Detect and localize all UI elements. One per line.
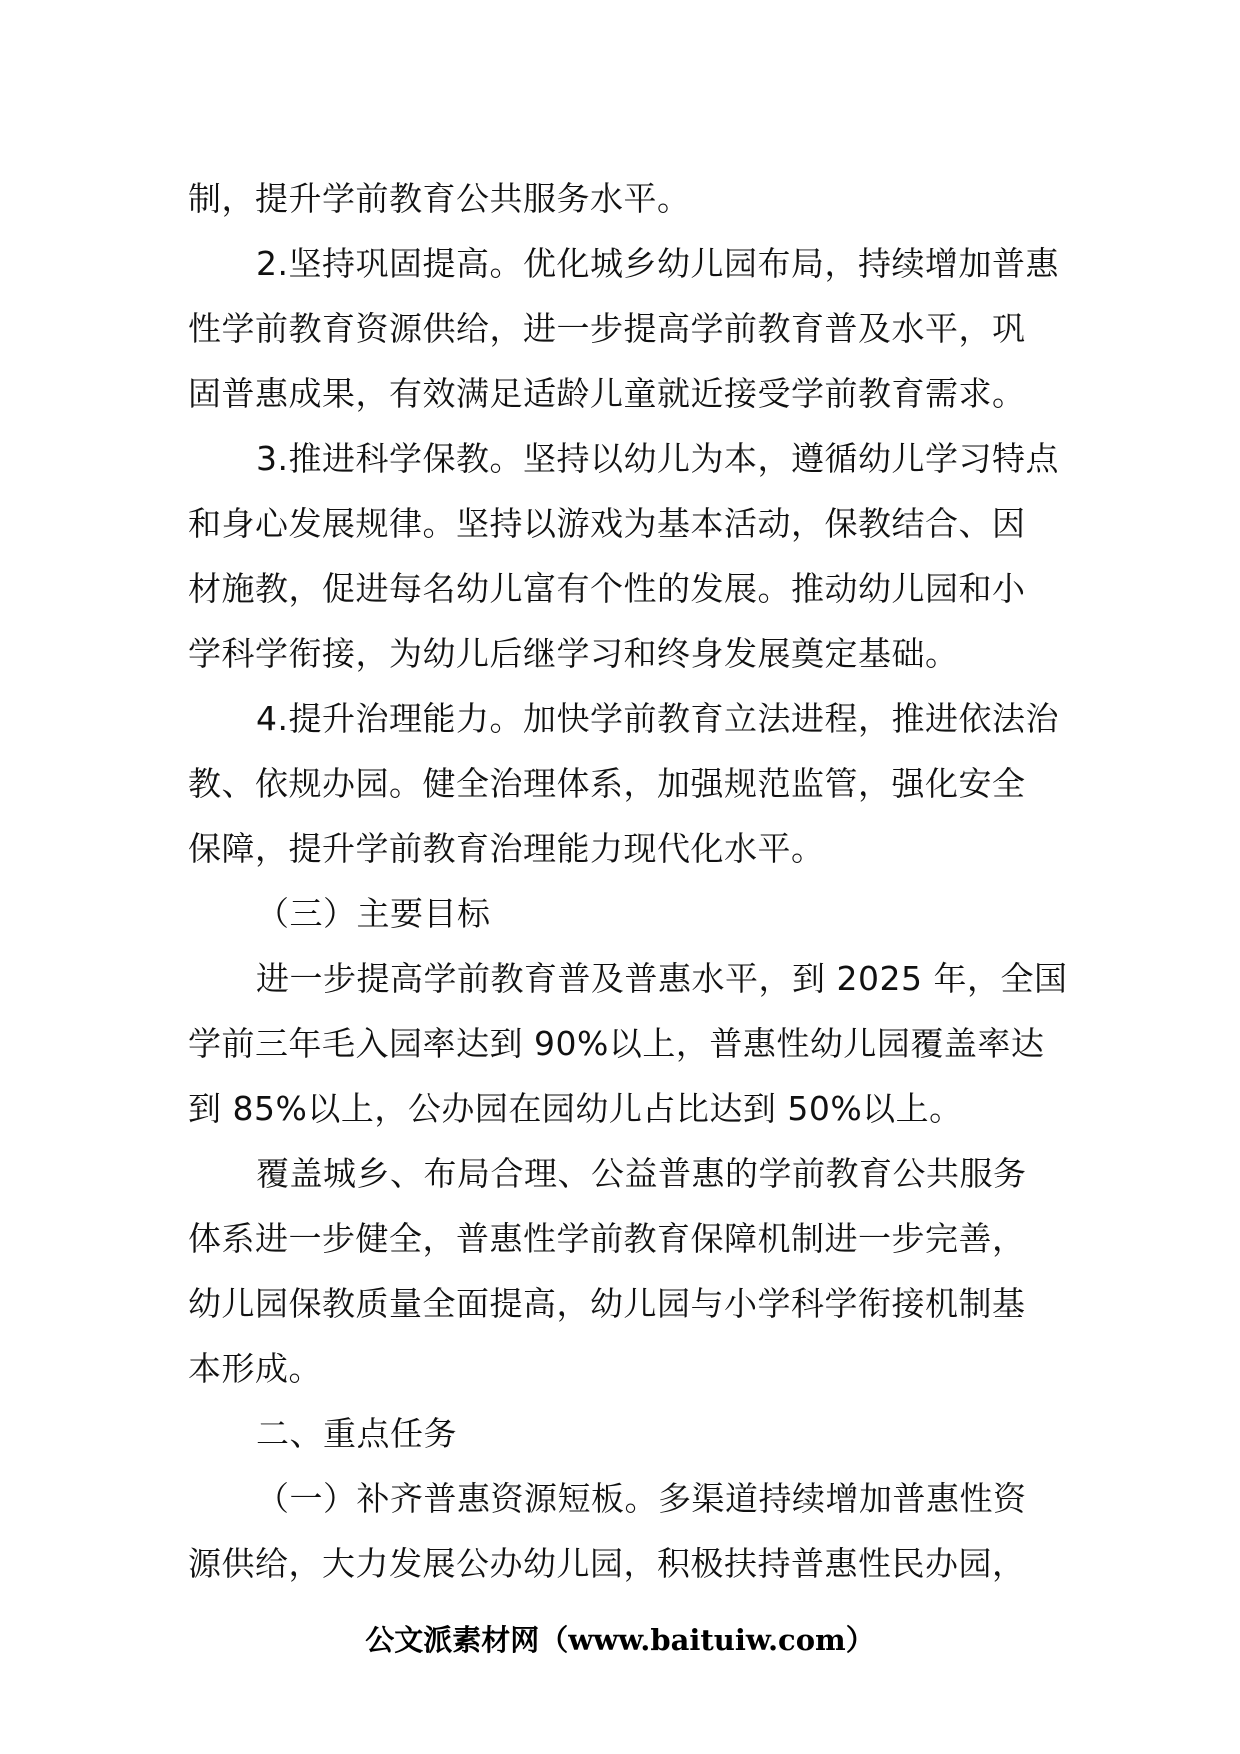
- text-line: 材施教，促进每名幼儿富有个性的发展。推动幼儿园和小: [188, 569, 1026, 608]
- text-line: 进一步提高学前教育普及普惠水平，到 2025 年，全国: [256, 959, 1068, 998]
- text-line: 源供给，大力发展公办幼儿园，积极扶持普惠性民办园，: [188, 1544, 1026, 1583]
- text-line: 保障，提升学前教育治理能力现代化水平。: [188, 829, 825, 868]
- text-line: 4.提升治理能力。加快学前教育立法进程，推进依法治: [256, 699, 1059, 738]
- text-line: 幼儿园保教质量全面提高，幼儿园与小学科学衔接机制基: [188, 1284, 1026, 1323]
- page-footer: 公文派素材网（www.baituiw.com）: [365, 1623, 875, 1657]
- text-line: 固普惠成果，有效满足适龄儿童就近接受学前教育需求。: [188, 374, 1026, 413]
- text-line: 到 85%以上，公办园在园幼儿占比达到 50%以上。: [188, 1089, 963, 1128]
- text-line: 本形成。: [188, 1349, 322, 1388]
- text-line: 3.推进科学保教。坚持以幼儿为本，遵循幼儿学习特点: [256, 439, 1059, 478]
- section-heading: 二、重点任务: [256, 1414, 457, 1453]
- text-line: 学科学衔接，为幼儿后继学习和终身发展奠定基础。: [188, 634, 959, 673]
- section-heading: （三）主要目标: [256, 894, 491, 933]
- text-line: 教、依规办园。健全治理体系，加强规范监管，强化安全: [188, 764, 1026, 803]
- text-line: 学前三年毛入园率达到 90%以上，普惠性幼儿园覆盖率达: [188, 1024, 1045, 1063]
- text-line: 体系进一步健全，普惠性学前教育保障机制进一步完善，: [188, 1219, 1026, 1258]
- text-line: 覆盖城乡、布局合理、公益普惠的学前教育公共服务: [256, 1154, 1027, 1193]
- text-line: 和身心发展规律。坚持以游戏为基本活动，保教结合、因: [188, 504, 1026, 543]
- text-line: （一）补齐普惠资源短板。多渠道持续增加普惠性资: [256, 1479, 1027, 1518]
- text-line: 制，提升学前教育公共服务水平。: [188, 179, 691, 218]
- text-line: 2.坚持巩固提高。优化城乡幼儿园布局，持续增加普惠: [256, 244, 1059, 283]
- text-line: 性学前教育资源供给，进一步提高学前教育普及水平，巩: [188, 309, 1026, 348]
